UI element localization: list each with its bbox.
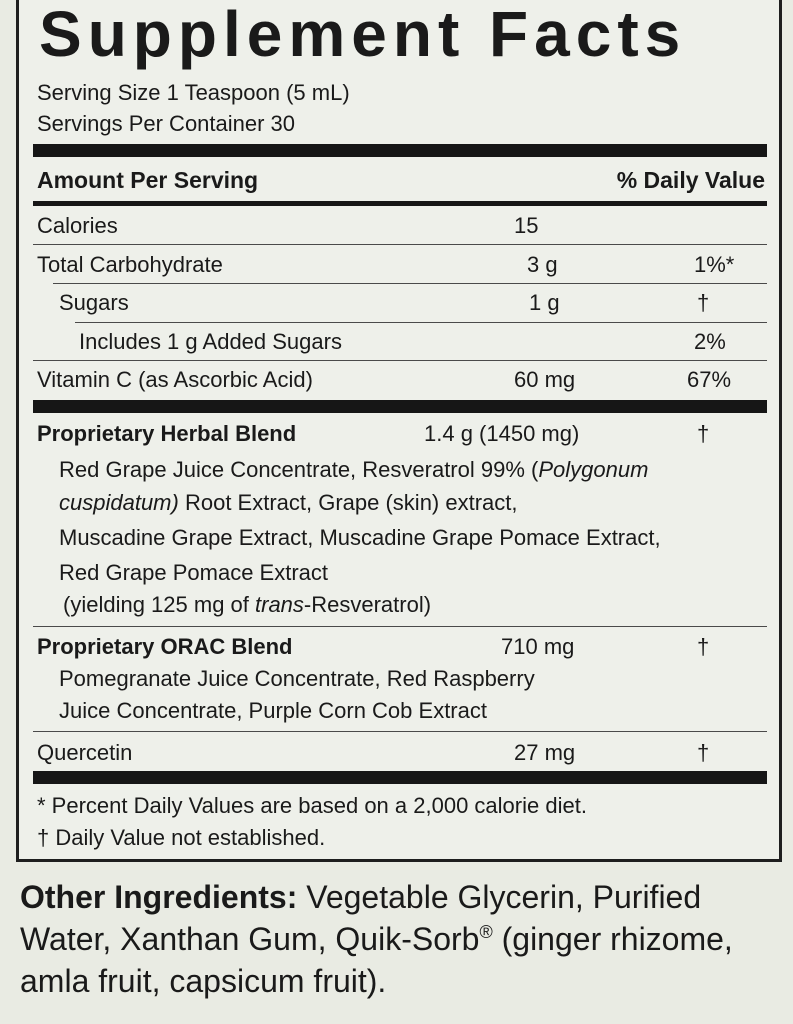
panel-title: Supplement Facts: [39, 0, 687, 70]
herbal-blend-dv: †: [697, 421, 710, 446]
herbal-blend-ingredients-3: Muscadine Grape Extract, Muscadine Grape Pomace Extract,: [59, 525, 661, 550]
footnote-daily-values: * Percent Daily Values are based on a 2,000 calorie diet.: [37, 793, 587, 818]
servings-per-container: Servings Per Container 30: [37, 111, 296, 136]
amount-per-serving-header: Amount Per Serving: [37, 167, 259, 193]
orac-blend-dv: †: [697, 634, 710, 659]
supplement-facts-panel: [16, 0, 782, 862]
row-divider: [53, 283, 767, 284]
serving-size: Serving Size 1 Teaspoon (5 mL): [37, 80, 350, 105]
herbal-blend-amount: 1.4 g (1450 mg): [424, 421, 580, 446]
nutrient-dv: 67%: [687, 367, 732, 392]
thick-divider: [33, 400, 767, 413]
footnote-not-established: † Daily Value not established.: [37, 825, 326, 850]
nutrient-amount: 60 mg: [514, 367, 576, 392]
nutrient-name: Vitamin C (as Ascorbic Acid): [37, 367, 313, 392]
nutrient-amount: 1 g: [529, 290, 560, 315]
row-divider: [33, 731, 767, 732]
orac-blend-amount: 710 mg: [501, 634, 575, 659]
daily-value-header: % Daily Value: [616, 167, 765, 193]
nutrient-amount: 15: [514, 213, 539, 238]
nutrient-name: Sugars: [59, 290, 129, 315]
herbal-blend-name: Proprietary Herbal Blend: [37, 421, 297, 446]
herbal-blend-ingredients-4: Red Grape Pomace Extract: [59, 560, 329, 585]
row-divider: [75, 322, 767, 323]
orac-blend-name: Proprietary ORAC Blend: [37, 634, 293, 659]
orac-blend-ingredients-2: Juice Concentrate, Purple Corn Cob Extract: [59, 698, 487, 723]
nutrient-name: Calories: [37, 213, 118, 238]
nutrient-name: Includes 1 g Added Sugars: [79, 329, 342, 354]
nutrient-dv: †: [697, 290, 710, 315]
nutrient-dv: 1%*: [694, 252, 735, 277]
nutrient-dv: 2%: [694, 329, 726, 354]
nutrient-amount: 3 g: [527, 252, 558, 277]
nutrient-name: Total Carbohydrate: [37, 252, 223, 277]
other-ingredients: Other Ingredients: Vegetable Glycerin, Purified Water, Xanthan Gum, Quik-Sorb® (ginger rhizome, amla fruit, capsicum fruit).: [20, 879, 733, 999]
thick-divider: [33, 771, 767, 784]
row-divider: [33, 626, 767, 627]
herbal-blend-ingredients-1: Red Grape Juice Concentrate, Resveratrol 99% (Polygonum: [59, 457, 649, 482]
quercetin-dv: †: [697, 740, 710, 765]
other-ingredients-label: Other Ingredients:: [20, 879, 298, 915]
thick-divider: [33, 144, 767, 157]
row-divider: [33, 244, 767, 245]
orac-blend-ingredients-1: Pomegranate Juice Concentrate, Red Raspberry: [59, 666, 535, 691]
quercetin-amount: 27 mg: [514, 740, 576, 765]
medium-divider: [33, 201, 767, 206]
quercetin-name: Quercetin: [37, 740, 133, 765]
row-divider: [33, 360, 767, 361]
herbal-blend-ingredients-5: (yielding 125 mg of trans-Resveratrol): [63, 592, 432, 617]
herbal-blend-ingredients-2: cuspidatum) Root Extract, Grape (skin) extract,: [59, 490, 518, 515]
